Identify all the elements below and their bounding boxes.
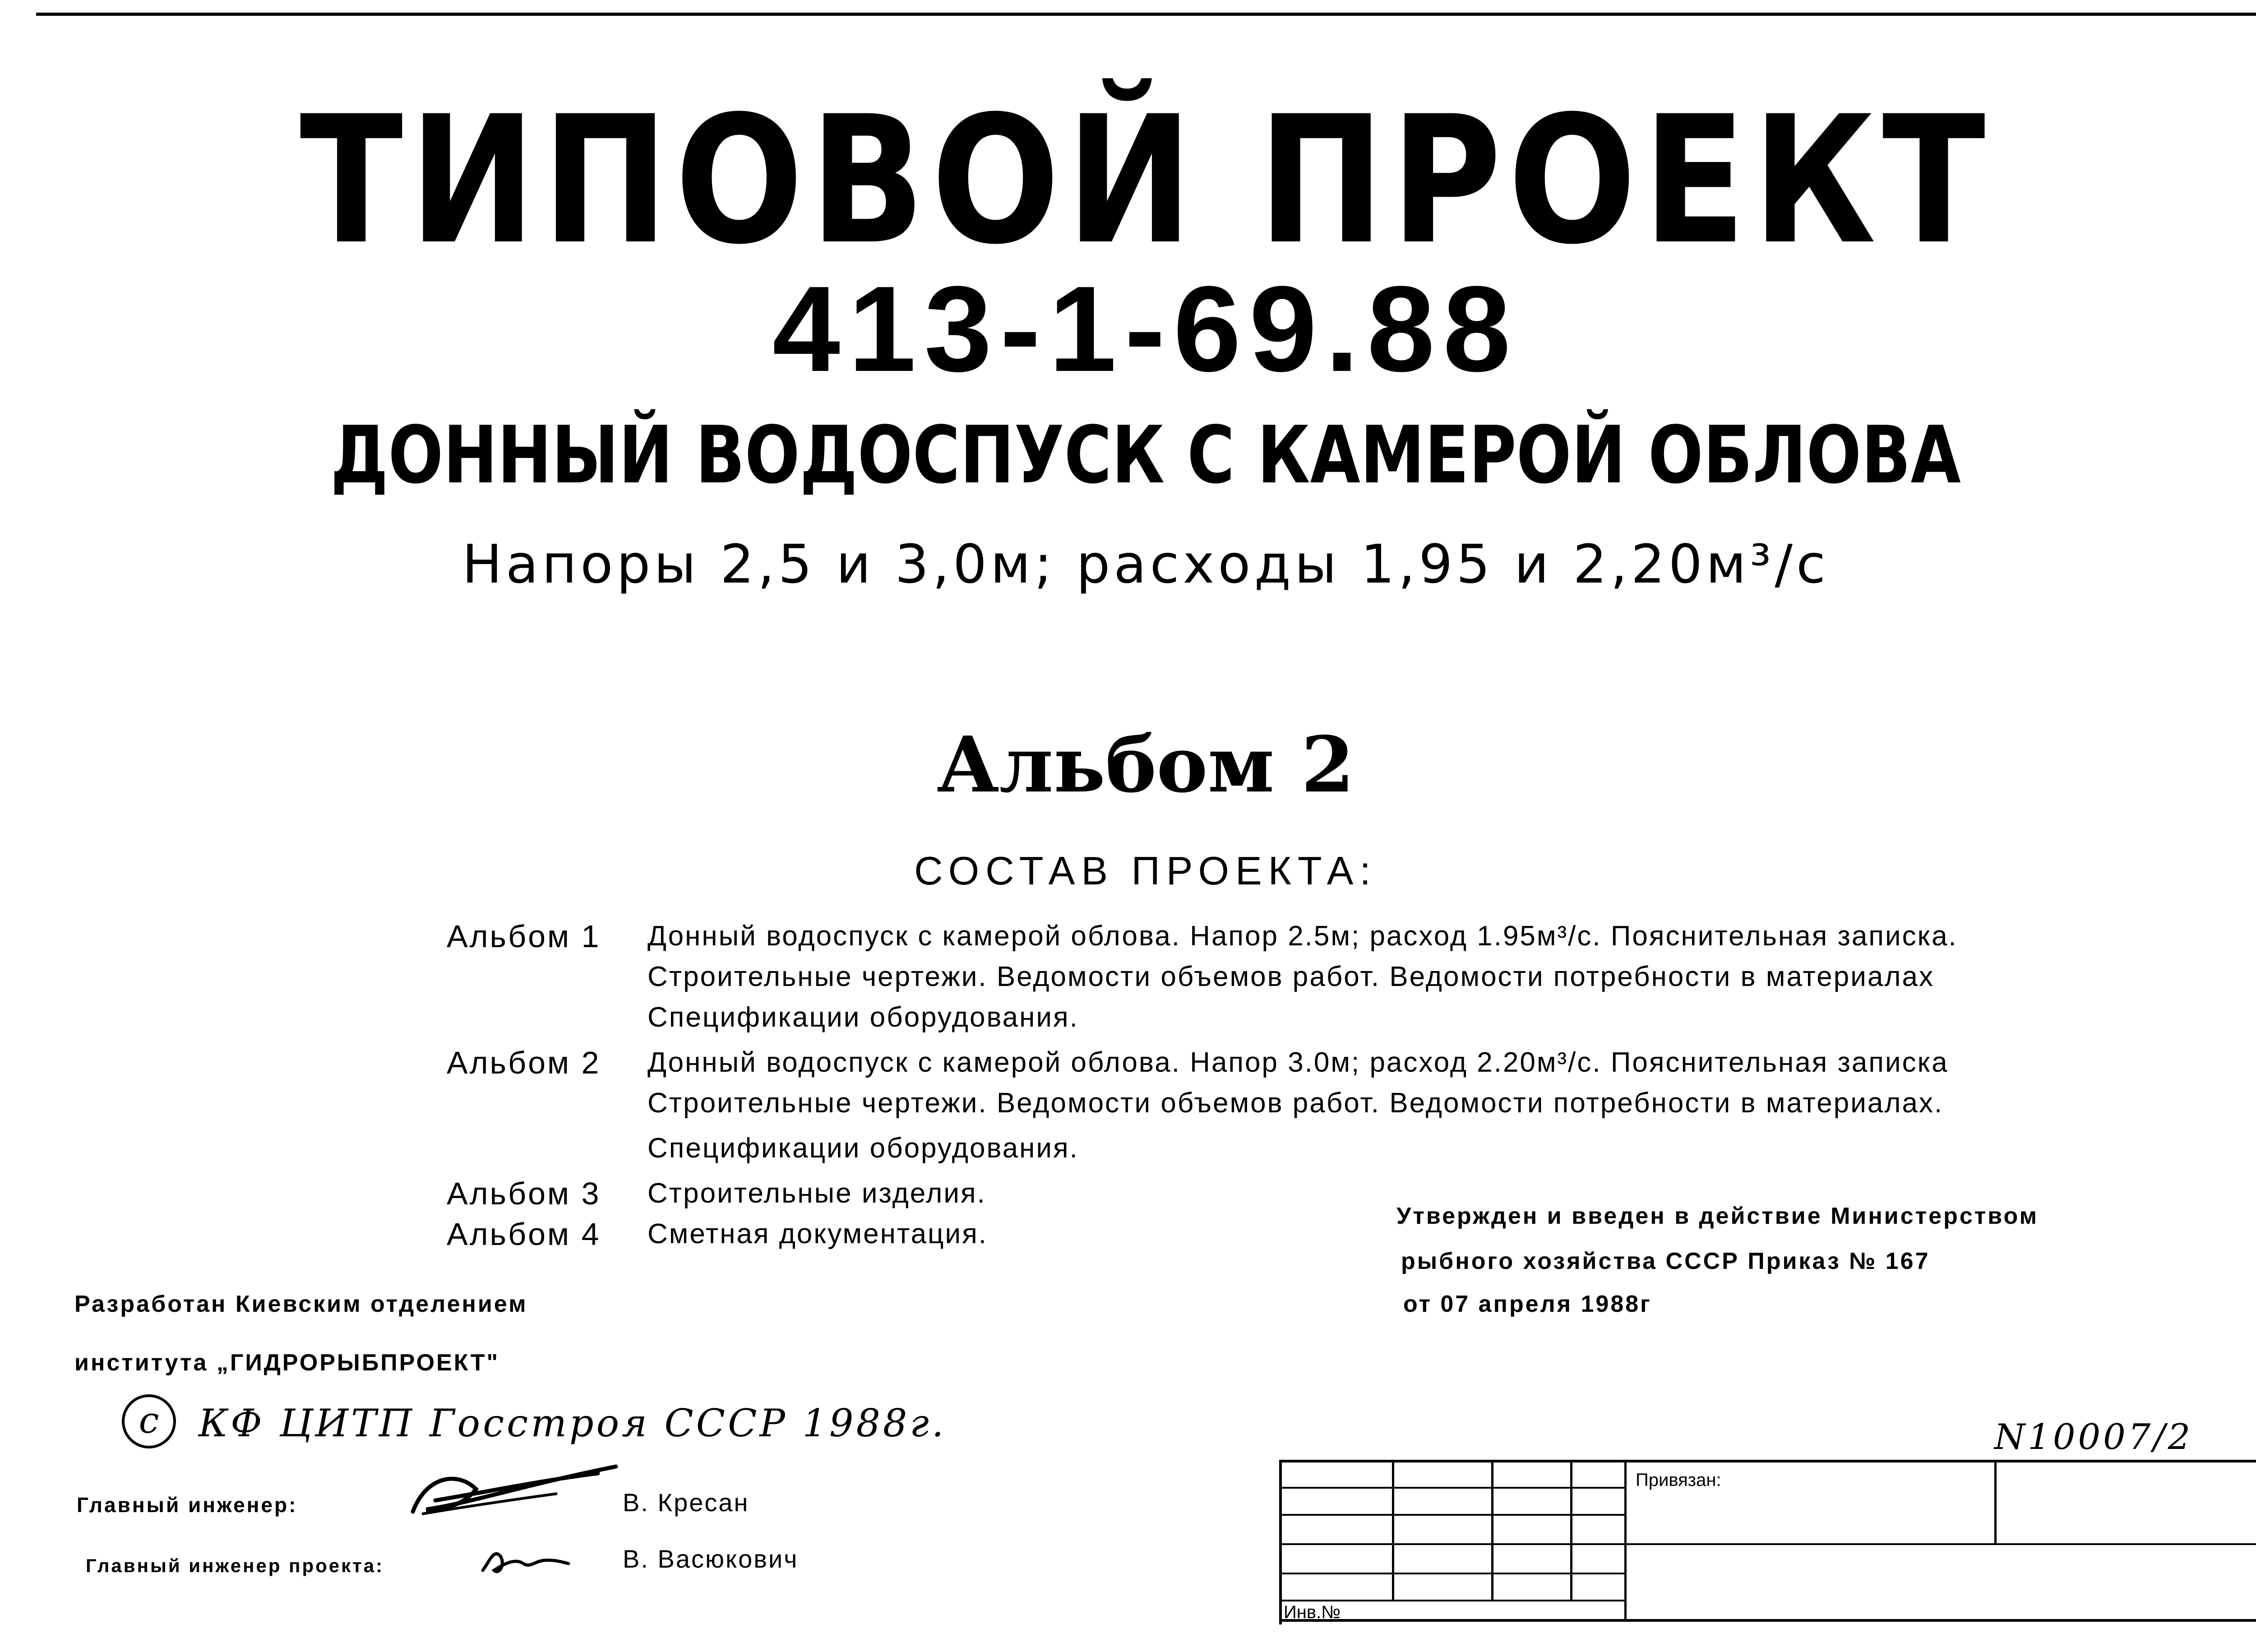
stamp-inventory-label: Инв.№ (1284, 1602, 1341, 1622)
project-parameters: Напоры 2,5 и 3,0м; расходы 1,95 и 2,20м³/с (462, 533, 1829, 595)
composition-item-line: Сметная документация. (647, 1218, 988, 1249)
developer-line: Разработан Киевским отделением (74, 1291, 528, 1317)
composition-heading: СОСТАВ ПРОЕКТА: (914, 848, 1377, 893)
project-subtitle: ДОННЫЙ ВОДОСПУСК С КАМЕРОЙ ОБЛОВА (330, 410, 1961, 501)
composition-item-label: Альбом 1 (447, 919, 601, 954)
approval-line: от 07 апреля 1988г (1403, 1291, 1652, 1317)
stamp-linked-label: Привязан: (1636, 1470, 1721, 1490)
signature-role: Главный инженер: (77, 1493, 298, 1517)
album-heading: Альбом 2 (937, 720, 1355, 810)
stamp-divider (1624, 1460, 1627, 1620)
composition-item-line: Спецификации оборудования. (647, 1002, 1079, 1033)
inventory-code: N10007/2 (1994, 1417, 2193, 1458)
composition-item-line: Донный водоспуск с камерой облова. Напор 3.0м; расход 2.20м³/с. Пояснительная записка (647, 1047, 1949, 1078)
composition-item-line: Спецификации оборудования. (647, 1133, 1079, 1164)
project-number: 413-1-69.88 (772, 261, 1519, 397)
stamp-divider (1279, 1543, 2256, 1545)
document-title: ТИПОВОЙ ПРОЕКТ (300, 78, 1992, 283)
signature-role: Главный инженер проекта: (86, 1555, 384, 1576)
composition-item-label: Альбом 3 (447, 1176, 601, 1211)
composition-item-label: Альбом 4 (447, 1217, 601, 1252)
signature-image (408, 1458, 620, 1525)
copyright-symbol: с (122, 1394, 176, 1448)
stamp-border (1279, 1619, 2256, 1622)
stamp-divider (1491, 1460, 1493, 1600)
stamp-divider (1994, 1460, 1997, 1543)
stamp-divider (1279, 1573, 1627, 1574)
stamp-divider (1570, 1460, 1572, 1600)
signature-name: В. Кресан (623, 1488, 749, 1517)
approval-line: рыбного хозяйства СССР Приказ № 167 (1401, 1248, 1930, 1274)
composition-item-line: Строительные чертежи. Ведомости объемов работ. Ведомости потребности в материалах. (647, 1087, 1944, 1119)
composition-item-label: Альбом 2 (447, 1045, 601, 1080)
signature-image (481, 1543, 571, 1579)
stamp-divider (1279, 1487, 1627, 1489)
developer-line: института „ГИДРОРЫБПРОЕКТ" (74, 1350, 500, 1376)
copyright-note: КФ ЦИТП Госстроя СССР 1988г. (199, 1401, 947, 1445)
composition-item-line: Строительные изделия. (647, 1178, 986, 1209)
composition-item-line: Донный водоспуск с камерой облова. Напор 2.5м; расход 1.95м³/с. Пояснительная записка. (647, 921, 1958, 952)
stamp-divider (1279, 1514, 1627, 1516)
stamp-border (1279, 1460, 2256, 1462)
signature-name: В. Васюкович (623, 1545, 799, 1573)
composition-item-line: Строительные чертежи. Ведомости объемов работ. Ведомости потребности в материалах (647, 961, 1934, 992)
approval-line: Утвержден и введен в действие Министерством (1396, 1203, 2039, 1229)
stamp-divider (1392, 1460, 1394, 1600)
